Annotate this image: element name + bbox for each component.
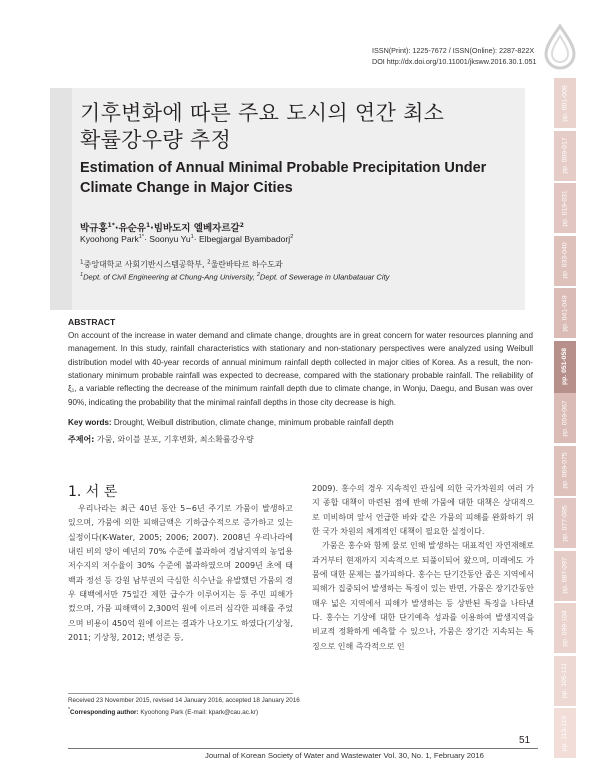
corr-label: Corresponding author:: [70, 708, 139, 716]
affiliation-korean: [80, 259, 283, 270]
water-drop-logo-icon: [540, 22, 580, 70]
aff-en-mark-2: 2: [256, 272, 260, 278]
author-3-kr-mark: 2: [239, 221, 244, 229]
abstract-text: On account of the increase in water demand and climate change, droughts are in great concern for water resources planning and management. In this study, rainfall characteristics with stationary and non-stationary perspectives were analyzed using Weibull distribution model with 40-year records of annual minimum rainfall depth collected in major cities of Korea. As a result, the non-stationary minimum probable rainfall was expected to decrease, compared with the stationary probable rainfall. The reliability of ξ₁, a variable reflecting the decrease of the minimum rainfall depth due to climate change, in Wonju, Daegu, and Busan was over 90%, indicating the probability that the minimal rainfall depths in those city decrease is high.: [68, 331, 533, 407]
english-title-line-2: Climate Change in Major Cities: [80, 180, 293, 196]
author-2-kr-mark: 1: [145, 221, 151, 229]
section-heading: 1. 서 론: [68, 484, 118, 500]
journal-footer: Journal of Korean Society of Water and Wastewater Vol. 30, No. 1, February 2016: [205, 751, 484, 760]
doi-line: DOI http://dx.doi.org/10.11001/jksww.2016.30.1.051: [372, 57, 537, 66]
aff-en-mark-1: 1: [80, 272, 84, 278]
side-tab-label: pp. 041-049: [561, 294, 569, 332]
side-tab[interactable]: [554, 183, 576, 233]
side-tab[interactable]: [554, 393, 576, 443]
aff-kr-mark-1: 1: [80, 259, 84, 266]
side-tab[interactable]: [554, 446, 576, 496]
side-tab[interactable]: [554, 78, 576, 128]
side-tab-label: pp. 105-111: [561, 662, 569, 699]
korean-title-line-1: 기후변화에 따른 주요 도시의 연간 최소: [80, 101, 445, 125]
side-tab-label: pp. 069-075: [561, 452, 569, 489]
author-3-kr: ·빔바도지 엘베자르갈: [150, 223, 240, 234]
english-title-line-1: Estimation of Annual Minimal Probable Precipitation Under: [80, 160, 487, 176]
korean-title-line-2: 확률강우량 추정: [80, 128, 232, 152]
left-paragraph-1: 우리나라는 최근 40년 동안 5~6년 주기로 가뭄이 발생하고 있으며, 가뭄에 의한 피해금액은 기하급수적으로 증가하고 있는 실정이다(K-Water, 2005; 2006; 2007). 2008년 우리나라에 내린 비의 양이 예년의 70% 수준에 불과하여 경남지역의 농업용 저수지의 저수율이 30% 수준에 불과하였으며 2009년 초에 태백과 정선 등 강원 남부권의 극심한 식수난을 유발했던 가뭄의 경우 태백에서만 75일간 제한 급수가 이루어지는 등 주민 피해가 컸으며, 가뭄 피해액이 2,300억 원에 이르러 심각한 피해를 주었으며 비용이 450억 원에 이르는 결과가 나오기도 하였다(기상청, 2011; 기상청, 2012; 변성준 등,: [68, 504, 293, 643]
keywords-kr-label: 주제어:: [68, 435, 95, 444]
footer-divider: [68, 748, 538, 749]
footnote: [68, 696, 308, 717]
side-tab[interactable]: [554, 341, 576, 393]
side-tab-strip: [554, 78, 576, 763]
side-tab-label: pp. 019-031: [561, 189, 569, 227]
side-tab-label: pp. 001-008: [561, 84, 569, 122]
author-1-en: Kyoohong Park: [80, 234, 139, 244]
left-column: [68, 502, 293, 645]
english-title: [80, 158, 520, 198]
aff-kr-1: 중앙대학교 사회기반시스템공학부,: [83, 260, 208, 269]
right-paragraph-2: 가뭄은 홍수와 함께 물로 인해 발생하는 대표적인 자연재해로 과거부터 현재까지 지속적으로 되풀이되어 왔으며, 미래에도 가뭄에 대한 문제는 불가피하다. 홍수는 단기간동안 좁은 지역에서 피해가 집중되어 발생하는 특징이 있는 반면, 가뭄은 장기간동안 매우 넓은 지역에서 피해가 발생하는 등 상반된 특징을 나타낸다. 홍수는 기상에 대한 단기예측 성과를 이용하여 발생지역을 비교적 정확하게 예측할 수 있으나, 가뭄은 장기간 지속되는 특징으로 인해 즉각적으로 인: [312, 541, 534, 651]
author-2-en-mark: 1: [190, 234, 194, 241]
corr-mark: *: [68, 706, 71, 713]
keywords-text: Drought, Weibull distribution, climate change, minimum probable rainfall depth: [111, 418, 394, 427]
side-tab-label: pp. 099-104: [561, 609, 569, 647]
keywords: [68, 418, 394, 427]
side-tab[interactable]: [554, 131, 576, 181]
author-1-en-mark: 1*: [138, 234, 144, 241]
page-number: 51: [519, 735, 531, 746]
footnote-divider: [68, 693, 293, 694]
authors-english: [80, 234, 293, 244]
received-dates: Received 23 November 2015, revised 14 January 2016, accepted 18 January 2016: [68, 697, 300, 704]
side-tab-label: pp. 077-085: [561, 504, 569, 542]
right-paragraph-1: 2009). 홍수의 경우 지속적인 관심에 의한 국가차원의 여러 가지 종합 대책이 마련된 점에 반해 가뭄에 대한 대책은 상대적으로 미비하며 앞서 언급한 바와 같은 가뭄의 피해를 완화하기 위한 국가 차원의 체계적인 대책이 필요한 실정이다.: [312, 484, 534, 537]
side-tab-label: pp. 033-040: [561, 242, 569, 279]
aff-kr-mark-2: 2: [207, 259, 211, 266]
journal-header: [372, 45, 552, 67]
right-column: [312, 482, 534, 654]
authors-korean: [80, 220, 244, 234]
author-2-kr: ·유순유: [114, 223, 146, 234]
side-tab[interactable]: [554, 498, 576, 548]
keywords-label: Key words:: [68, 418, 112, 427]
author-1-kr: 박규홍: [80, 223, 108, 234]
side-tab[interactable]: [554, 288, 576, 338]
side-tab[interactable]: [554, 551, 576, 601]
author-3-en: · Elbegjargal Byambadorj: [193, 234, 291, 244]
issn-line: ISSN(Print): 1225-7672 / ISSN(Online): 2287-822X: [372, 46, 535, 55]
corresponding-author: [68, 706, 308, 718]
author-1-kr-mark: 1*: [107, 221, 115, 229]
side-tab[interactable]: [554, 236, 576, 286]
title-side-bar: [50, 88, 72, 310]
abstract-heading: ABSTRACT: [68, 317, 116, 327]
side-tab-label: pp. 087-097: [561, 557, 569, 594]
author-2-en: · Soonyu Yu: [143, 234, 191, 244]
aff-en-2: Dept. of Sewerage in Ulanbatauar City: [259, 272, 390, 282]
author-3-en-mark: 2: [290, 234, 294, 241]
keywords-korean: [68, 434, 254, 445]
side-tab[interactable]: [554, 708, 576, 758]
korean-title: [80, 100, 444, 154]
keywords-kr-text: 가뭄, 와이블 분포, 기후변화, 최소확률강우량: [94, 435, 254, 444]
affiliation-english: [80, 272, 389, 282]
side-tab-label: pp. 051-058: [561, 347, 569, 386]
side-tab-label: pp. 059-067: [561, 399, 569, 437]
side-tab[interactable]: [554, 603, 576, 653]
side-tab[interactable]: [554, 656, 576, 706]
side-tab-label: pp. 113-119: [561, 715, 569, 751]
aff-en-1: Dept. of Civil Engineering at Chung-Ang University,: [83, 272, 257, 282]
corr-text: Kyoohong Park (E-mail: kpark@cau.ac.kr): [138, 708, 259, 716]
side-tab-label: pp. 009-017: [561, 137, 569, 174]
aff-kr-2: 울란바타르 하수도과: [210, 260, 283, 269]
